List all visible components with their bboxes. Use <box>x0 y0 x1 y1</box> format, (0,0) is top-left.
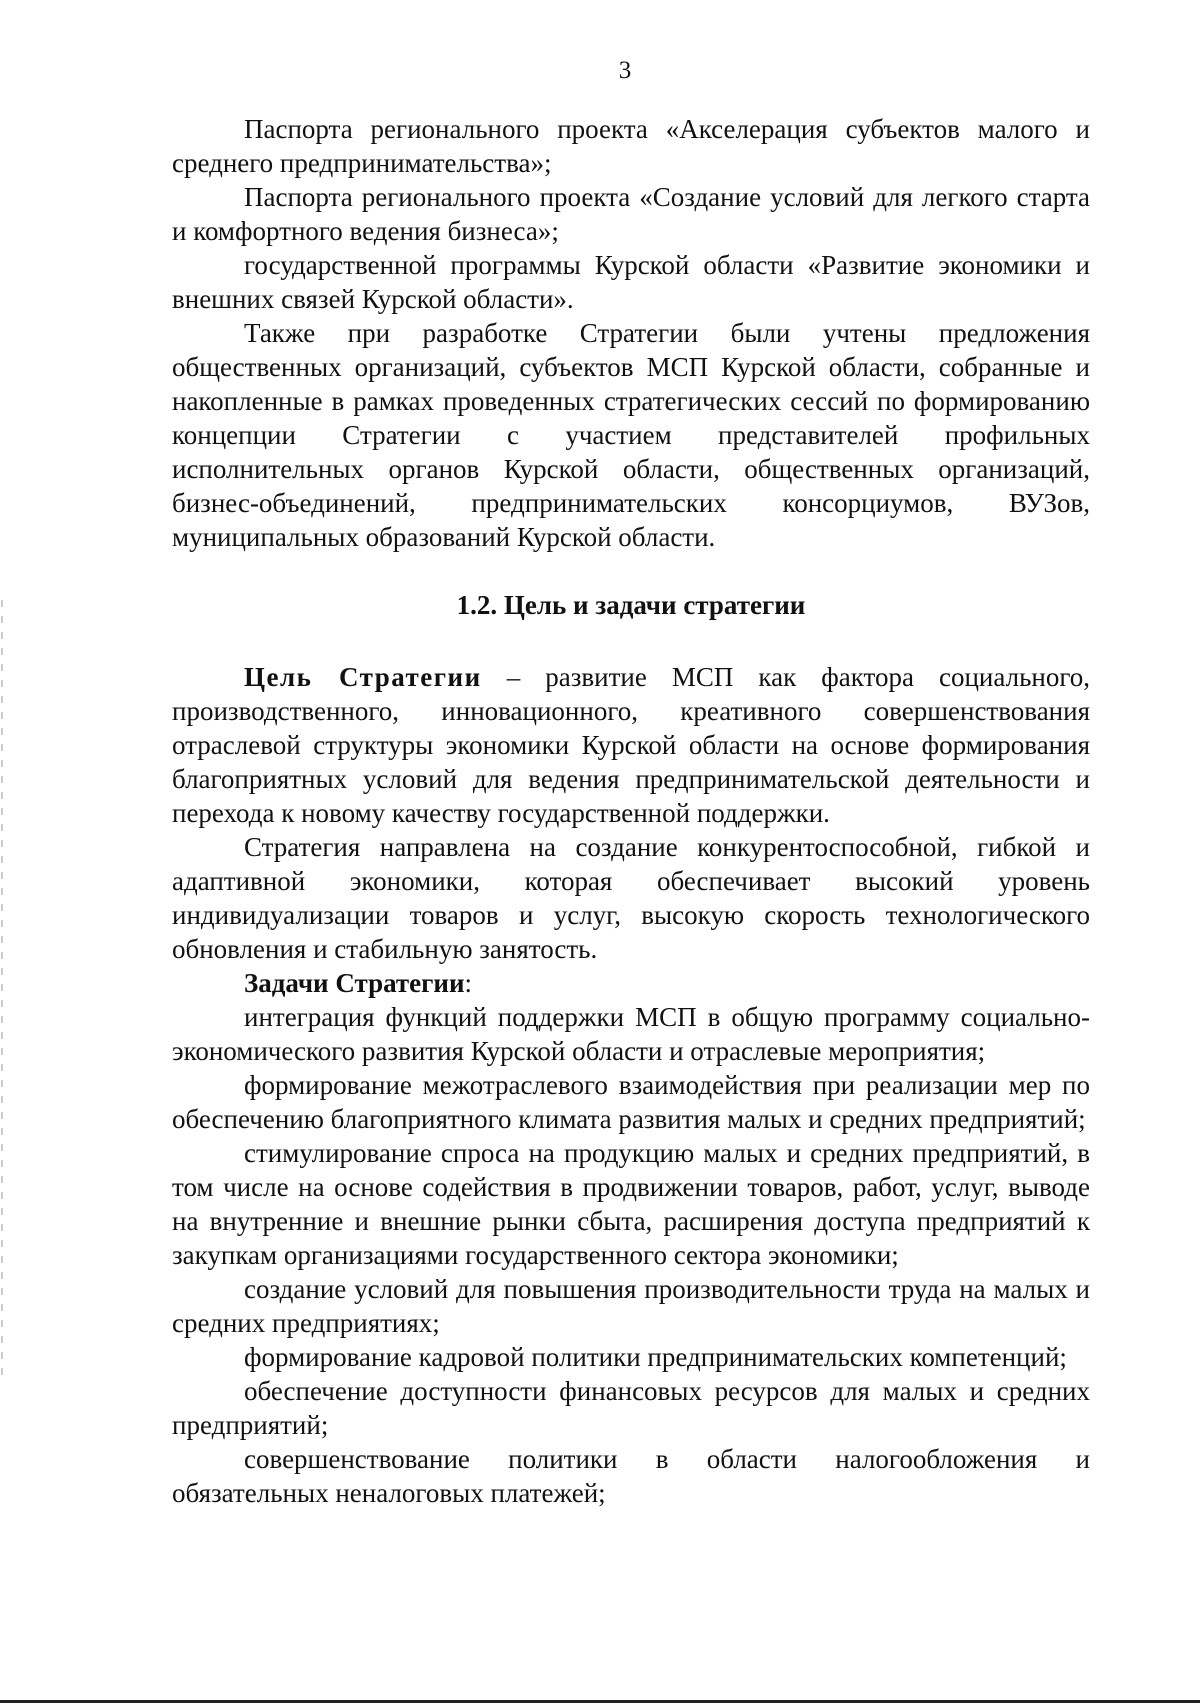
tasks-heading <box>172 966 1090 1000</box>
section-heading: 1.2. Цель и задачи стратегии <box>456 590 806 620</box>
task-item: создание условий для повышения производительности труда на малых и средних предприятиях; <box>172 1274 1090 1338</box>
task-item: обеспечение доступности финансовых ресурсов для малых и средних предприятий; <box>172 1376 1090 1440</box>
task-item: формирование кадровой политики предпринимательских компетенций; <box>244 1342 1067 1372</box>
intro-paragraph: Паспорта регионального проекта «Акселерация субъектов малого и среднего предпринимательства»; <box>172 114 1090 178</box>
task-item: стимулирование спроса на продукцию малых и средних предприятий, в том числе на основе содействия в продвижении товаров, работ, услуг, выводе на внутренние и внешние рынки сбыта, расширения доступа предприятий к закупкам организациями государственного сектора экономики; <box>172 1138 1090 1270</box>
task-item: формирование межотраслевого взаимодействия при реализации мер по обеспечению благоприятного климата развития малых и средних предприятий; <box>172 1070 1090 1134</box>
intro-paragraph: государственной программы Курской области «Развитие экономики и внешних связей Курской области». <box>172 250 1090 314</box>
tasks-label: Задачи Стратегии <box>244 968 465 998</box>
intro-paragraph: Также при разработке Стратегии были учтены предложения общественных организаций, субъектов МСП Курской области, собранные и накопленные в рамках проведенных стратегических сессий по формированию концепции Стратегии с участием представителей профильных исполнительных органов Курской области, общественных организаций, бизнес-объединений, предпринимательских консорциумов, ВУЗов, муниципальных образований Курской области. <box>172 318 1090 552</box>
goal-paragraph <box>172 660 1090 830</box>
goal-text: – развитие МСП как фактора социального, производственного, инновационного, креативного совершенствования отраслевой структуры экономики Курской области на основе формирования благоприятных условий для ведения предпринимательской деятельности и перехода к новому качеству государственной поддержки. <box>172 662 1090 828</box>
task-item: совершенствование политики в области налогообложения и обязательных неналоговых платежей; <box>172 1444 1090 1508</box>
document-body <box>172 112 1090 1510</box>
strategy-direction-paragraph: Стратегия направлена на создание конкурентоспособной, гибкой и адаптивной экономики, которая обеспечивает высокий уровень индивидуализации товаров и услуг, высокую скорость технологического обновления и стабильную занятость. <box>172 832 1090 964</box>
scan-edge-artifact <box>1 600 3 1380</box>
scan-bottom-edge <box>0 1700 1200 1703</box>
goal-label: Цель Стратегии <box>244 662 482 692</box>
intro-paragraph: Паспорта регионального проекта «Создание условий для легкого старта и комфортного ведения бизнеса»; <box>172 182 1090 246</box>
tasks-suffix: : <box>464 968 473 998</box>
page-number: 3 <box>618 57 632 84</box>
task-item: интеграция функций поддержки МСП в общую программу социально-экономического развития Курской области и отраслевые мероприятия; <box>172 1002 1090 1066</box>
